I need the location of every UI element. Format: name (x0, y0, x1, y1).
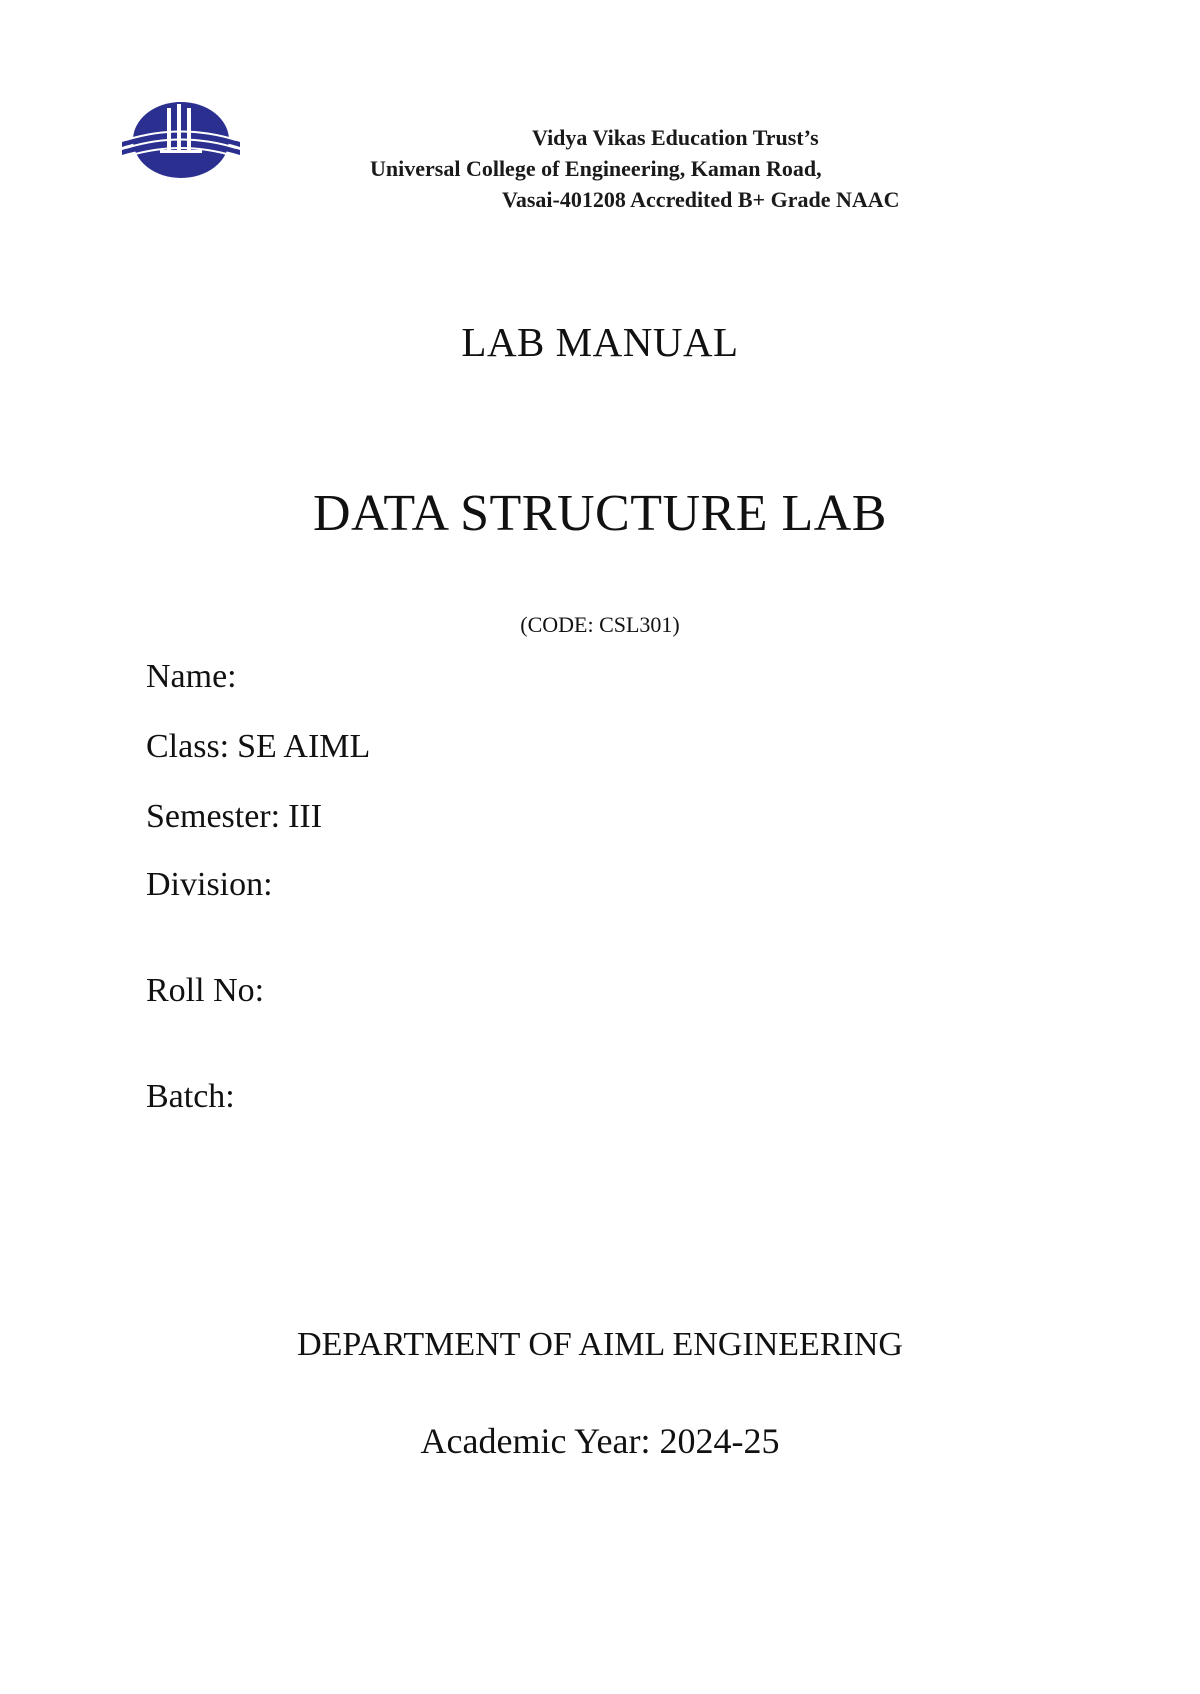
trust-name: Vidya Vikas Education Trust’s (532, 125, 819, 150)
field-class (146, 728, 370, 766)
field-semester-value: III (288, 798, 323, 835)
course-code: (CODE: CSL301) (520, 612, 680, 637)
field-division-label: Division: (146, 866, 273, 903)
field-class-value: SE AIML (237, 728, 371, 765)
college-emblem-icon (120, 100, 242, 180)
field-roll-no (146, 972, 272, 1010)
college-name: Universal College of Engineering, Kaman Road, (370, 156, 822, 181)
field-batch-label: Batch: (146, 1078, 235, 1115)
subject-title: DATA STRUCTURE LAB (313, 485, 887, 542)
field-class-label: Class: (146, 728, 230, 765)
field-name (146, 658, 245, 696)
letterhead (360, 122, 960, 215)
field-semester (146, 798, 322, 836)
college-address: Vasai-401208 Accredited B+ Grade NAAC (502, 187, 900, 212)
field-division (146, 866, 281, 904)
department-name: DEPARTMENT OF AIML ENGINEERING (297, 1326, 903, 1363)
field-batch (146, 1078, 243, 1116)
academic-year: Academic Year: 2024-25 (420, 1421, 780, 1461)
field-semester-label: Semester: (146, 798, 281, 835)
field-name-label: Name: (146, 658, 237, 695)
manual-label: LAB MANUAL (461, 319, 739, 365)
field-roll-no-label: Roll No: (146, 972, 265, 1009)
